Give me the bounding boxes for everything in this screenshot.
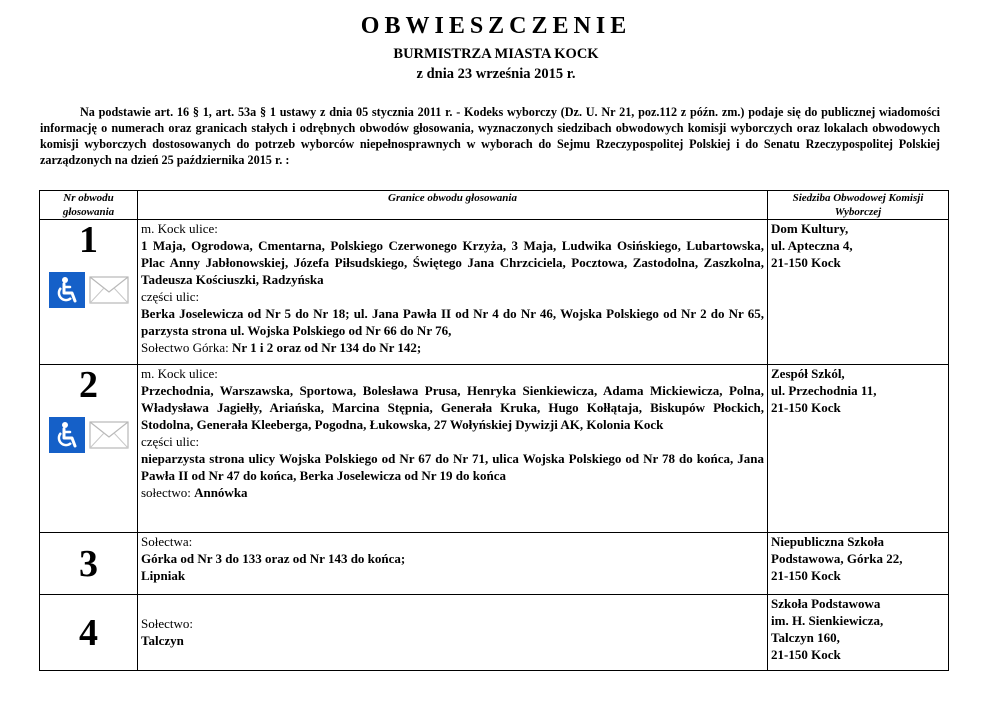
boundary-label: Sołectwo: [141, 616, 193, 631]
boundary-line [141, 288, 764, 305]
boundary-label: m. Kock ulice: [141, 366, 218, 381]
seat-address-line: 21-150 Kock [771, 255, 841, 270]
accessibility-icons [43, 417, 134, 453]
boundary-line [141, 220, 764, 237]
boundary-line [141, 484, 764, 501]
header-seat: Siedziba Obwodowej Komisji Wyborczej [768, 191, 949, 220]
wheelchair-icon [49, 417, 85, 453]
boundary-line [141, 632, 764, 649]
seat-address-line: Podstawowa, Górka 22, [771, 551, 903, 566]
seat-address-line: im. H. Sienkiewicza, [771, 613, 884, 628]
boundary-line [141, 339, 764, 356]
table-row [40, 533, 949, 595]
envelope-icon [89, 421, 129, 449]
seat-address-line: ul. Przechodnia 11, [771, 383, 877, 398]
district-number: 2 [79, 364, 98, 406]
boundary-line [141, 305, 764, 339]
seat-address-line: Zespół Szkól, [771, 366, 845, 381]
seat-address-line: Niepubliczna Szkoła [771, 534, 885, 549]
envelope-icon [89, 276, 129, 304]
boundary-line [141, 237, 764, 288]
intro-paragraph: Na podstawie art. 16 § 1, art. 53a § 1 ustawy z dnia 05 stycznia 2011 r. - Kodeks wyborczy (Dz. U. Nr 21, poz.112 z późn. zm.) podaje się do publicznej wiadomości informację o numerach oraz granicach stałych i odrębnych obwodów głosowania, wyznaczonych siedzibach obwodowych komisji wyborczych oraz lokalach obwodowych komisji wyborczych dostosowanych do potrzeb wyborców niepełnosprawnych w wyborach do Sejmu Rzeczypospolitej Polskiej i do Senatu Rzeczypospolitej Polskiej zarządzonych na dzień 25 października 2015 r. : [40, 105, 940, 167]
boundary-line [141, 433, 764, 450]
district-number: 3 [79, 542, 98, 585]
seat-address-line: 21-150 Kock [771, 400, 841, 415]
table-row [40, 220, 949, 365]
wheelchair-icon [49, 272, 85, 308]
boundary-streets: Berka Joselewicza od Nr 5 do Nr 18; ul. Jana Pawła II od Nr 4 do Nr 46, Wojska Polskiego od Nr 2 do Nr 65, parzysta strona ul. Wojska Polskiego od Nr 66 do Nr 76, [141, 306, 764, 338]
seat-address-line: ul. Apteczna 4, [771, 238, 853, 253]
boundary-line [141, 615, 764, 632]
boundary-line [141, 450, 764, 484]
district-number-cell [40, 365, 138, 533]
boundary-line [141, 382, 764, 433]
header-number: Nr obwodu głosowania [40, 191, 138, 220]
seat-address-line: Szkoła Podstawowa [771, 596, 881, 611]
boundary-label: m. Kock ulice: [141, 221, 218, 236]
seat-address-line: 21-150 Kock [771, 568, 841, 583]
commission-seat [768, 365, 949, 533]
table-header-row [40, 191, 949, 220]
header-boundaries: Granice obwodu głosowania [138, 191, 768, 220]
district-boundaries [138, 365, 768, 533]
boundary-line [141, 567, 764, 584]
commission-seat [768, 533, 949, 595]
boundary-streets: Annówka [194, 485, 248, 500]
table-row [40, 595, 949, 671]
district-boundaries [138, 533, 768, 595]
boundary-label: Sołectwa: [141, 534, 193, 549]
table-row [40, 365, 949, 533]
district-number-cell [40, 595, 138, 671]
boundary-label: części ulic: [141, 289, 200, 304]
district-number: 4 [79, 611, 98, 654]
boundary-streets: Talczyn [141, 633, 184, 648]
boundary-streets: Górka od Nr 3 do 133 oraz od Nr 143 do końca; [141, 551, 406, 566]
seat-address-line: Talczyn 160, [771, 630, 840, 645]
boundary-streets: nieparzysta strona ulicy Wojska Polskiego od Nr 67 do Nr 71, ulica Wojska Polskiego od Nr 78 do końca, Jana Pawła II od Nr 47 do końca, Berka Joselewicza od Nr 19 do końca [141, 451, 764, 483]
district-number: 1 [79, 219, 98, 261]
issuer: BURMISTRZA MIASTA KOCK [393, 46, 599, 62]
boundary-label: sołectwo: [141, 485, 195, 500]
document-title: OBWIESZCZENIE [360, 13, 632, 39]
commission-seat [768, 220, 949, 365]
issue-date: z dnia 23 września 2015 r. [416, 66, 576, 82]
boundary-streets: Lipniak [141, 568, 186, 583]
boundary-streets: Przechodnia, Warszawska, Sportowa, Bolesława Prusa, Henryka Sienkiewicza, Adama Mickiewicza, Polna, Władysława Jagiełły, Ariańska, Marcina Stępnia, Generała Kruka, Hugo Kołłątaja, Biskupów Płockich, Stodolna, Generała Kleeberga, Pogodna, Łukowska, 27 Wołyńskiej Dywizji AK, Kolonia Kock [141, 383, 764, 432]
seat-address-line: 21-150 Kock [771, 647, 841, 662]
district-boundaries [138, 595, 768, 671]
boundary-line [141, 533, 764, 550]
boundary-line [141, 365, 764, 382]
district-number-cell [40, 533, 138, 595]
boundary-label: Sołectwo Górka: [141, 340, 232, 355]
commission-seat [768, 595, 949, 671]
boundary-streets: 1 Maja, Ogrodowa, Cmentarna, Polskiego Czerwonego Krzyża, 3 Maja, Ludwika Osińskiego, Lubartowska, Plac Anny Jabłonowskiej, Józefa Piłsudskiego, Świętego Jana Chrzciciela, Pocztowa, Zastodolna, Zaszkolna, Tadeusza Kościuszki, Radzyńska [141, 238, 764, 287]
boundary-label: części ulic: [141, 434, 200, 449]
districts-table [39, 190, 949, 671]
boundary-line [141, 550, 764, 567]
accessibility-icons [43, 272, 134, 308]
boundary-streets: Nr 1 i 2 oraz od Nr 134 do Nr 142; [231, 340, 422, 355]
district-number-cell [40, 220, 138, 365]
district-boundaries [138, 220, 768, 365]
seat-address-line: Dom Kultury, [771, 221, 849, 236]
